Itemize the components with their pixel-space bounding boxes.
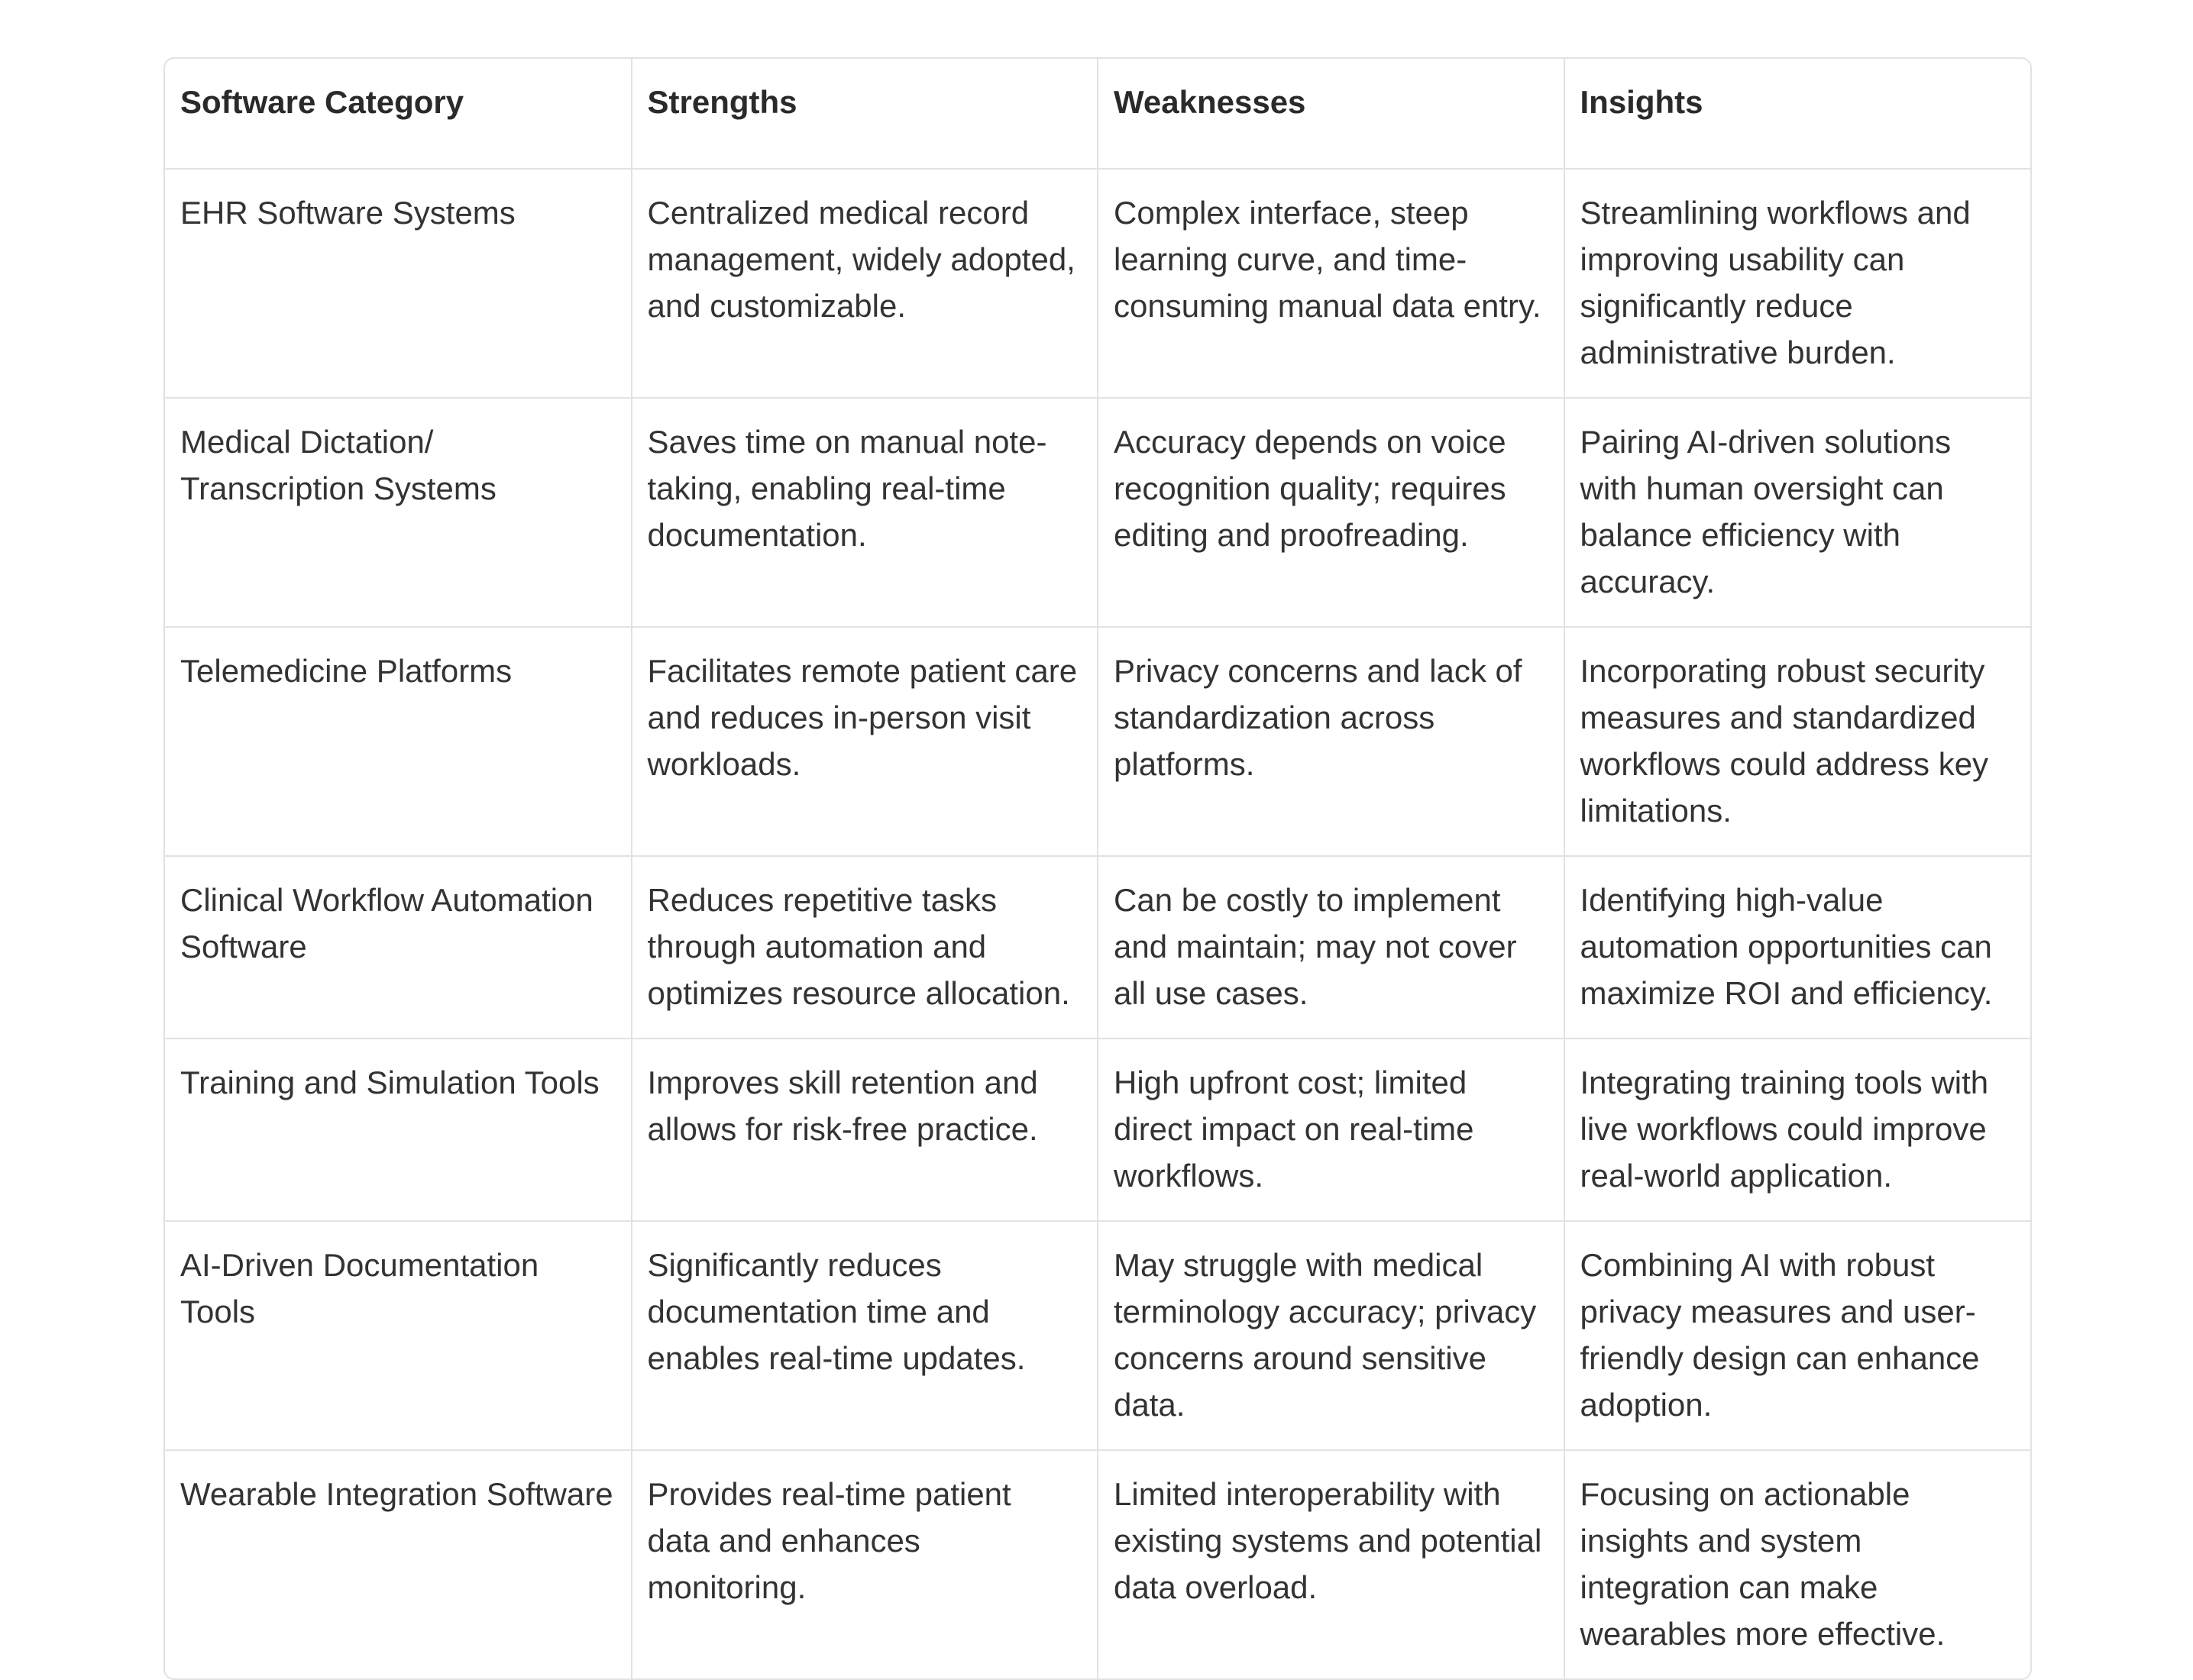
table-row [165, 169, 2030, 398]
table-body [165, 169, 2030, 1678]
comparison-table [165, 59, 2030, 1678]
header-strengths: Strengths [632, 59, 1098, 169]
cell-category: EHR Software Systems [165, 169, 632, 398]
header-row [165, 59, 2030, 169]
cell-insights: Integrating training tools with live workflows could improve real-world application. [1564, 1039, 2031, 1221]
cell-strengths: Improves skill retention and allows for risk-free practice. [632, 1039, 1098, 1221]
cell-weaknesses: May struggle with medical terminology accuracy; privacy concerns around sensitive data. [1098, 1221, 1564, 1450]
header-software-category: Software Category [165, 59, 632, 169]
cell-category: Medical Dictation/ Transcription Systems [165, 398, 632, 627]
cell-weaknesses: High upfront cost; limited direct impact on real-time workflows. [1098, 1039, 1564, 1221]
cell-strengths: Provides real-time patient data and enhances monitoring. [632, 1450, 1098, 1678]
cell-strengths: Saves time on manual note-taking, enabling real-time documentation. [632, 398, 1098, 627]
cell-weaknesses: Privacy concerns and lack of standardization across platforms. [1098, 627, 1564, 856]
cell-insights: Pairing AI-driven solutions with human oversight can balance efficiency with accuracy. [1564, 398, 2031, 627]
cell-weaknesses: Accuracy depends on voice recognition quality; requires editing and proofreading. [1098, 398, 1564, 627]
table-row [165, 398, 2030, 627]
cell-insights: Focusing on actionable insights and system integration can make wearables more effective. [1580, 1476, 1946, 1652]
cell-strengths: Centralized medical record management, widely adopted, and customizable. [632, 169, 1098, 398]
cell-strengths: Reduces repetitive tasks through automation and optimizes resource allocation. [632, 856, 1098, 1039]
cell-insights: Combining AI with robust privacy measures and user-friendly design can enhance adoption. [1564, 1221, 2031, 1450]
cell-category: Training and Simulation Tools [165, 1039, 632, 1221]
cell-insights: Incorporating robust security measures and standardized workflows could address key limitations. [1564, 627, 2031, 856]
comparison-table-container [163, 57, 2032, 1680]
cell-insights: Streamlining workflows and improving usability can significantly reduce administrative burden. [1564, 169, 2031, 398]
cell-category: AI-Driven Documentation Tools [165, 1221, 632, 1450]
cell-weaknesses: Complex interface, steep learning curve, and time-consuming manual data entry. [1098, 169, 1564, 398]
cell-weaknesses: Limited interoperability with existing systems and potential data overload. [1098, 1450, 1564, 1678]
table-row [165, 856, 2030, 1039]
cell-category: Telemedicine Platforms [165, 627, 632, 856]
table-row [165, 1450, 2030, 1678]
header-weaknesses: Weaknesses [1098, 59, 1564, 169]
cell-insights: Identifying high-value automation opportunities can maximize ROI and efficiency. [1564, 856, 2031, 1039]
cell-strengths: Facilitates remote patient care and reduces in-person visit workloads. [632, 627, 1098, 856]
table-row [165, 1039, 2030, 1221]
cell-category: Wearable Integration Software [165, 1450, 632, 1678]
table-row [165, 1221, 2030, 1450]
table-header [165, 59, 2030, 169]
table-row [165, 627, 2030, 856]
header-insights: Insights [1564, 59, 2031, 169]
cell-weaknesses: Can be costly to implement and maintain; may not cover all use cases. [1098, 856, 1564, 1039]
cell-category: Clinical Workflow Automation Software [165, 856, 632, 1039]
cell-strengths: Significantly reduces documentation time and enables real-time updates. [632, 1221, 1098, 1450]
